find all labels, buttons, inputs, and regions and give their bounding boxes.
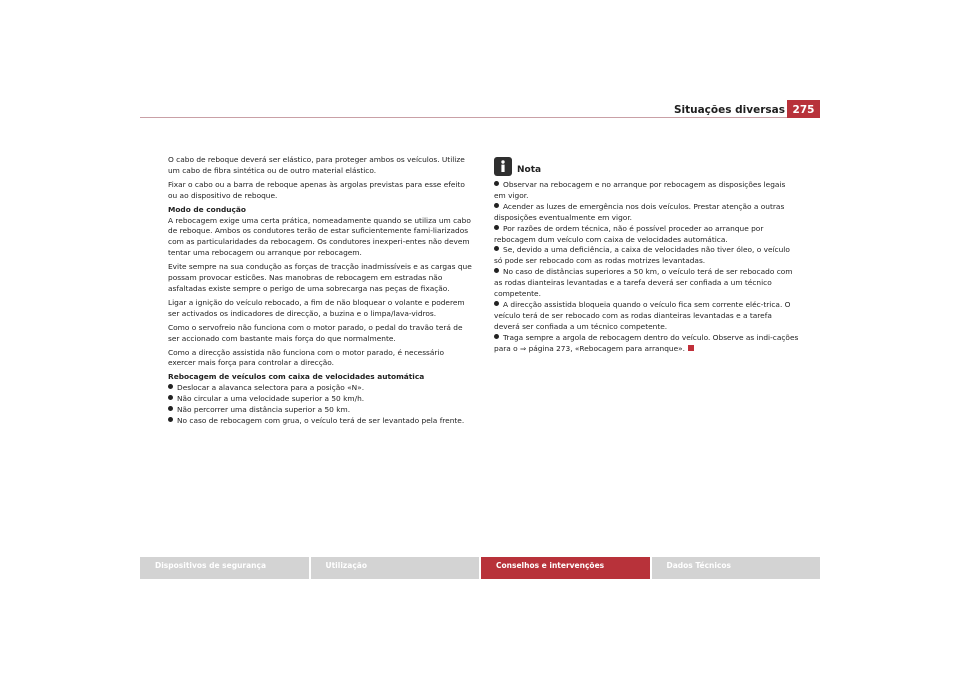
bullet-icon (168, 417, 173, 422)
bullet-icon (494, 203, 499, 208)
tab-safety-devices[interactable]: Dispositivos de segurança (140, 557, 309, 579)
paragraph: Evite sempre na sua condução as forças de tracção inadmissíveis e as cargas que possam provocar esticões. Nas manobras de rebocagem em estradas não asfaltadas existe sempre o perigo de uma sobrecarga nas peças de fixação. (168, 262, 472, 293)
list-item: No caso de distâncias superiores a 50 km, o veículo terá de ser rebocado com as rodas dianteiras levantadas e a tarefa deverá ser confiada a um técnico competente. (494, 267, 793, 299)
bullet-icon (168, 395, 173, 400)
note-header (494, 155, 799, 177)
cross-reference-arrow: ⇒ (520, 343, 527, 353)
bullet-icon (494, 225, 499, 230)
note-label: Nota (517, 164, 542, 175)
subheading-automatic-gearbox: Rebocagem de veículos com caixa de velocidades automática (168, 372, 425, 382)
section-title: Situações diversas (673, 104, 785, 116)
list-item: Por razões de ordem técnica, não é possível proceder ao arranque por rebocagem dum veículo com caixa de velocidades automática. (494, 223, 764, 244)
paragraph: Como a direcção assistida não funciona com o motor parado, é necessário exercer mais força para controlar a direcção. (168, 347, 445, 368)
paragraph: O cabo de reboque deverá ser elástico, para proteger ambos os veículos. Utilize um cabo de fibra sintética ou de outro material elástico. (168, 155, 465, 175)
list-item: Acender as luzes de emergência nos dois veículos. Prestar atenção a outras disposições eventualmente em vigor. (494, 201, 785, 222)
page-number: 275 (787, 100, 820, 118)
list-item: Não percorrer uma distância superior a 50 km. (168, 405, 473, 416)
tab-advice-and-interventions[interactable]: Conselhos e intervenções (481, 557, 650, 579)
paragraph: A rebocagem exige uma certa prática, nomeadamente quando se utiliza um cabo de reboque. Ambos os condutores terão de estar suficientemente fami-liarizados com as particularidades da rebocagem. Os condutores inexperi-entes não devem tentar uma rebocagem ou arranque por rebocagem. (168, 215, 471, 258)
page-link[interactable]: página 273, «Rebocagem para arranque». (526, 343, 685, 353)
info-icon (494, 157, 512, 176)
paragraph: Como o servofreio não funciona com o motor parado, o pedal do travão terá de ser accionado com bastante mais força do que normalmente. (168, 322, 463, 343)
end-mark-icon (688, 345, 694, 351)
note-column (494, 155, 799, 355)
bullet-icon (168, 384, 173, 389)
list-item: Não circular a uma velocidade superior a 50 km/h. (168, 394, 473, 405)
bullet-icon (494, 301, 499, 306)
bullet-icon (494, 268, 499, 273)
left-column (168, 155, 473, 427)
list-item: Observar na rebocagem e no arranque por rebocagem as disposições legais em vigor. (494, 180, 786, 200)
list-item: Traga sempre a argola de rebocagem dentro do veículo. Observe as indi-cações para o ⇒ página 273, «Rebocagem para arranque». (494, 332, 799, 353)
bullet-icon (168, 406, 173, 411)
list-item: A direcção assistida bloqueia quando o veículo fica sem corrente eléc-trica. O veículo terá de ser rebocado com as rodas dianteiras levantadas e a tarefa deverá ser confiada a um técnico competente. (494, 299, 791, 331)
list-item: No caso de rebocagem com grua, o veículo terá de ser levantado pela frente. (168, 416, 473, 427)
tab-operation[interactable]: Utilização (311, 557, 480, 579)
list-item: Se, devido a uma deficiência, a caixa de velocidades não tiver óleo, o veículo só pode ser rebocado com as rodas motrizes levantadas. (494, 245, 790, 266)
bullet-icon (494, 246, 499, 251)
bullet-icon (494, 181, 499, 186)
subheading-driving-mode: Modo de condução (168, 204, 246, 214)
paragraph: Ligar a ignição do veículo rebocado, a fim de não bloquear o volante e poderem ser activados os indicadores de direcção, a buzina e o limpa/lava-vidros. (168, 297, 465, 318)
paragraph: Fixar o cabo ou a barra de reboque apenas às argolas previstas para esse efeito ou ao dispositivo de reboque. (168, 179, 465, 200)
list-item: Deslocar a alavanca selectora para a posição «N». (168, 383, 473, 394)
tab-technical-data[interactable]: Dados Técnicos (652, 557, 821, 579)
footer-nav (140, 557, 820, 579)
bullet-icon (494, 334, 499, 339)
header-rule (140, 117, 820, 118)
